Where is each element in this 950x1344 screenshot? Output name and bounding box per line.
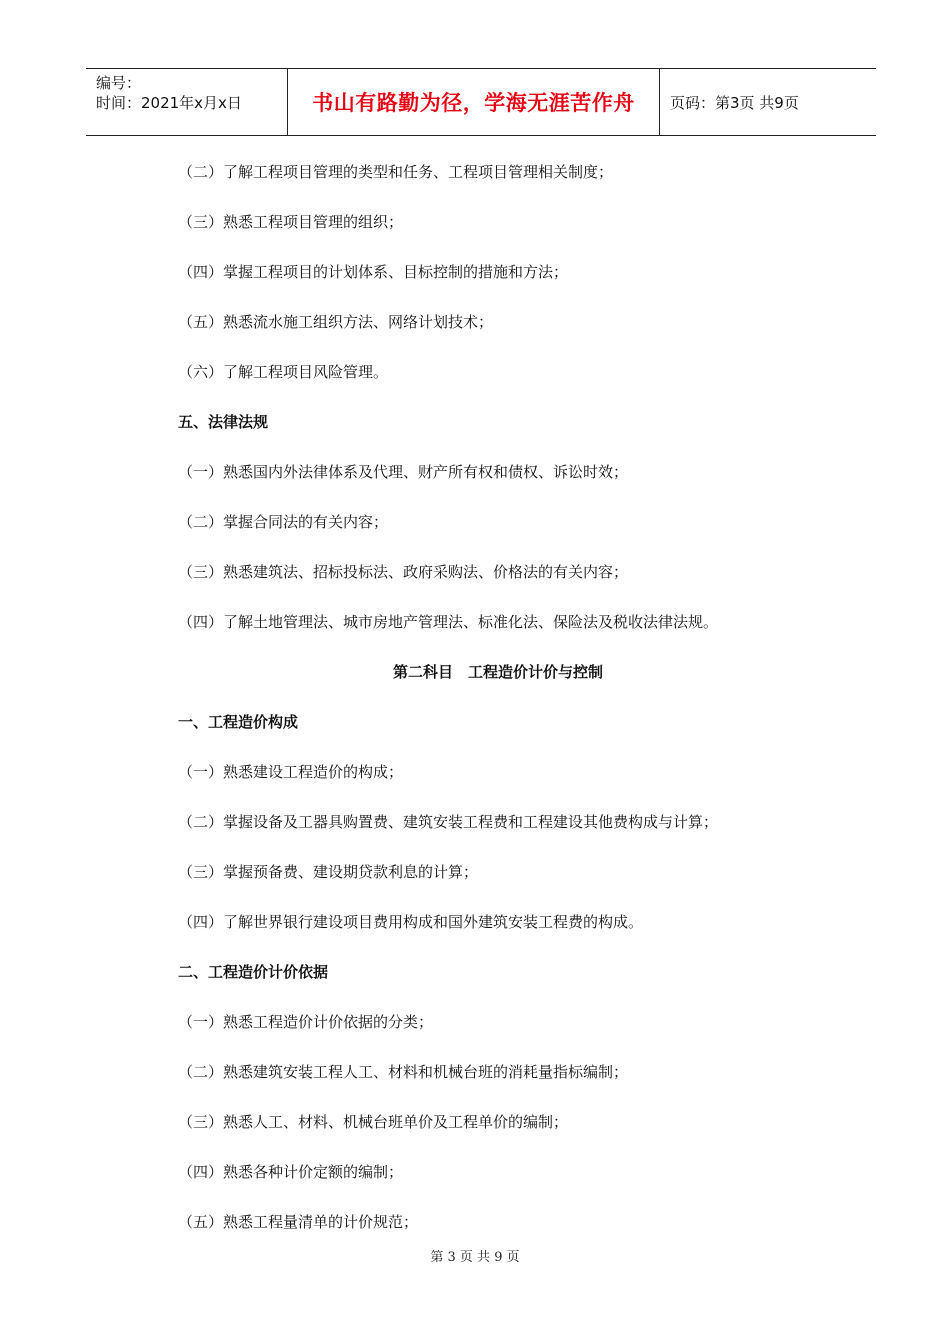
list-item: （三）熟悉工程项目管理的组织； xyxy=(178,213,404,231)
section-heading: 一、工程造价构成 xyxy=(178,713,299,731)
list-item: （四）了解土地管理法、城市房地产管理法、标准化法、保险法及税收法律法规。 xyxy=(178,613,719,631)
list-item: （五）熟悉流水施工组织方法、网络计划技术； xyxy=(178,313,494,331)
header-meta xyxy=(86,69,288,135)
list-item: （一）熟悉国内外法律体系及代理、财产所有权和债权、诉讼时效； xyxy=(178,463,629,481)
list-item: （三）熟悉人工、材料、机械台班单价及工程单价的编制； xyxy=(178,1113,569,1131)
list-item: （四）熟悉各种计价定额的编制； xyxy=(178,1163,404,1181)
section-heading: 二、工程造价计价依据 xyxy=(178,963,329,981)
list-item: （六）了解工程项目风险管理。 xyxy=(178,363,389,381)
list-item: （三）熟悉建筑法、招标投标法、政府采购法、价格法的有关内容； xyxy=(178,563,629,581)
list-item: （二）熟悉建筑安装工程人工、材料和机械台班的消耗量指标编制； xyxy=(178,1063,629,1081)
list-item: （一）熟悉建设工程造价的构成； xyxy=(178,763,404,781)
list-item: （二）掌握合同法的有关内容； xyxy=(178,513,389,531)
list-item: （二）掌握设备及工器具购置费、建筑安装工程费和工程建设其他费构成与计算； xyxy=(178,813,719,831)
subject-title: 第二科目 工程造价计价与控制 xyxy=(392,663,603,681)
document-date: 时间：2021年x月x日 xyxy=(96,94,242,112)
section-heading: 五、法律法规 xyxy=(178,413,269,431)
page-header xyxy=(86,68,876,136)
list-item: （四）掌握工程项目的计划体系、目标控制的措施和方法； xyxy=(178,263,569,281)
list-item: （一）熟悉工程造价计价依据的分类； xyxy=(178,1013,434,1031)
list-item: （三）掌握预备费、建设期贷款利息的计算； xyxy=(178,863,479,881)
document-number-label: 编号： xyxy=(96,74,142,92)
header-page-number: 页码：第3页 共9页 xyxy=(670,93,799,112)
list-item: （五）熟悉工程量清单的计价规范； xyxy=(178,1213,419,1231)
list-item: （四）了解世界银行建设项目费用构成和国外建筑安装工程费的构成。 xyxy=(178,913,644,931)
document-body xyxy=(178,150,818,1250)
list-item: （二）了解工程项目管理的类型和任务、工程项目管理相关制度； xyxy=(178,163,614,181)
header-motto: 书山有路勤为径，学海无涯苦作舟 xyxy=(288,69,660,135)
page-footer: 第 3 页 共 9 页 xyxy=(430,1250,520,1265)
